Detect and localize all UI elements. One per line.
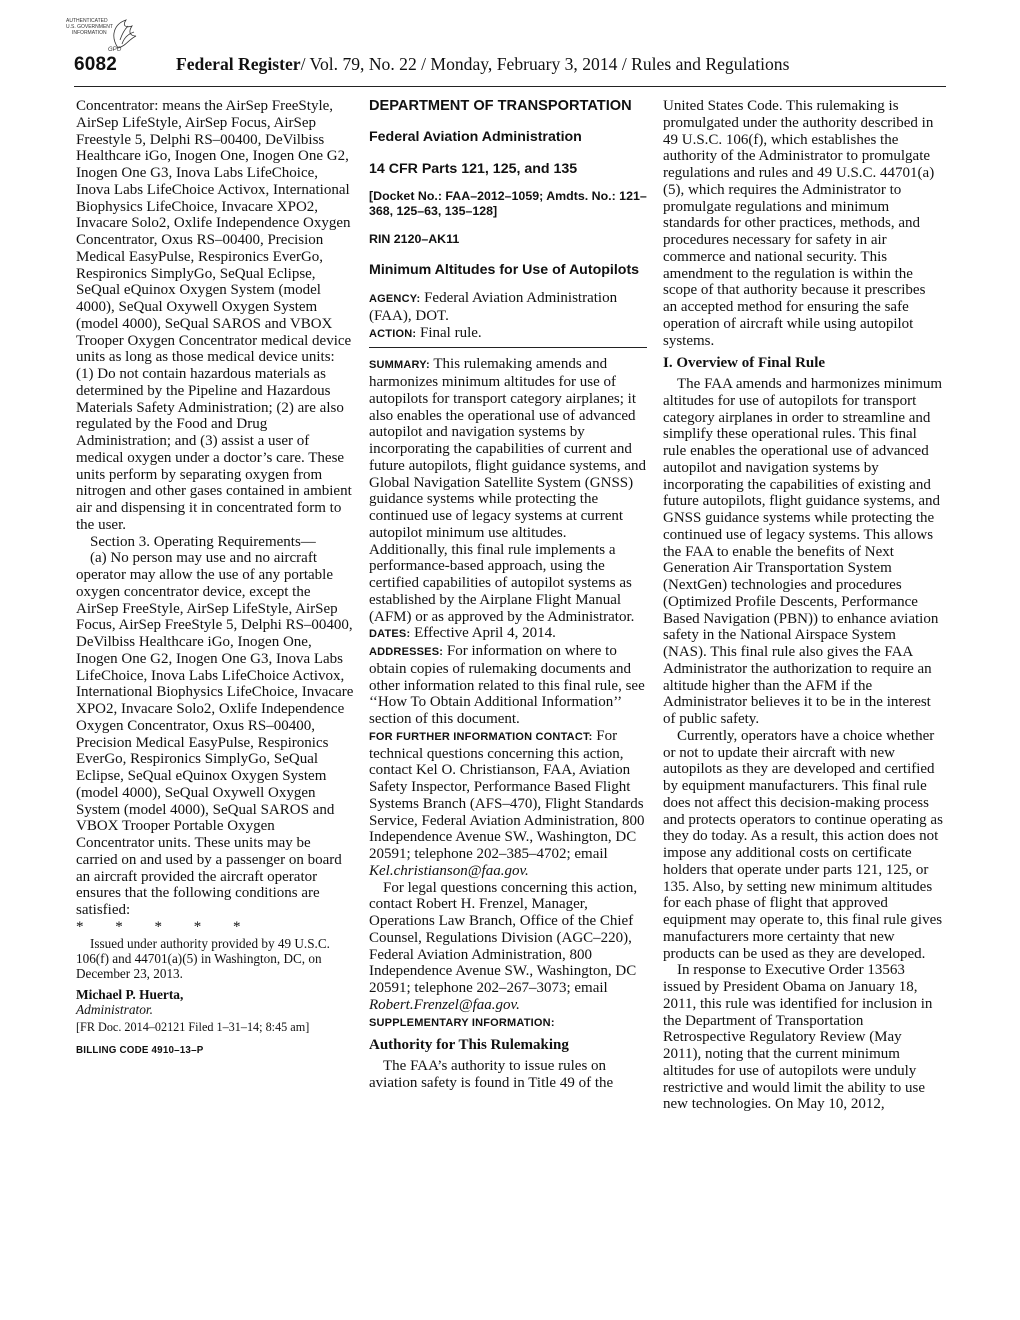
dates-label: DATES:: [369, 628, 411, 641]
column-3: [663, 98, 943, 1113]
legal-email-link[interactable]: Robert.Frenzel@faa.gov.: [369, 996, 520, 1013]
agency-field: [369, 290, 647, 325]
addresses-text: For information on where to obtain copies of rulemaking documents and other information related to this final rule, see ‘‘How To Obtain Additional Information’’ section of this document.: [369, 643, 645, 727]
overview-heading: I. Overview of Final Rule: [663, 355, 826, 372]
running-header: [74, 50, 946, 87]
section-3-heading: Section 3. Operating Requirements—: [90, 533, 316, 550]
contact-text: For technical questions concerning this action, contact Kel O. Christianson, FAA, Aviation Safety Inspector, Performance Based Flight Systems Branch (AFS–470), Flight Standards Service, Federal Aviation Administration, 800 Independence Avenue SW., Washington, DC 20591; telephone 202–385–4702; email: [369, 727, 645, 862]
seal-line-2: U.S. GOVERNMENT: [66, 24, 113, 30]
column-1: [76, 98, 354, 1058]
legal-contact-text: For legal questions concerning this action, contact Robert H. Frenzel, Manager, Operations Law Branch, Office of the Chief Counsel, Regulations Division (AGC–220), Federal Aviation Administration, 800 Independence Avenue SW., Washington, DC 20591; telephone 202–267–3073; email: [369, 879, 638, 996]
seal-line-4: GPO: [108, 47, 122, 53]
gpo-authenticated-seal: [66, 14, 144, 54]
issued-authority: Issued under authority provided by 49 U.S.C. 106(f) and 44701(a)(5) in Washington, DC, on December 23, 2013.: [76, 935, 330, 981]
action-field: [369, 325, 647, 343]
rule-title: Minimum Altitudes for Use of Autopilots: [369, 262, 640, 278]
definition-paragraph: Concentrator: means the AirSep FreeStyle, AirSep LifeStyle, AirSep Focus, AirSep Freestyle 5, Delphi RS–00400, DeVilbiss Healthcare iGo, Inogen One, Inogen One G2, Inogen One G3, Inova Labs LifeChoice, Inova Labs LifeChoice Activox, International Biophysics LifeChoice, Invacare XPO2, Invacare Solo2, Oxlife Independence Oxygen Concentrator, Oxus RS–00400, Precision Medical EasyPulse, Respironics EverGo, Respironics SimplyGo, SeQual Eclipse, SeQual eQuinox Oxygen System (model 4000), SeQual Oxywell Oxygen System (model 4000), SeQual SAROS and VBOX Trooper Oxygen Concentrator medical device units as long as those medical device units: (1) Do not contain hazardous materials as determined by the Pipeline and Hazardous Materials Safety Administration; (2) are also regulated by the Food and Drug Administration; and (3) assist a user of medical oxygen under a doctor’s care. These units perform by separating oxygen from nitrogen and other gases contained in ambient air and dispensing it in concentrated form to the user.: [76, 98, 352, 533]
running-head: [176, 54, 946, 75]
overview-paragraph-3: In response to Executive Order 13563 issued by President Obama on January 18, 2011, this rule was identified for inclusion in the Department of Transportation Retrospective Regulatory Review (May 2011), noting that the current minimum altitudes for use of autopilots were unduly restrictive and would limit the ability to use new technologies. On May 10, 2012,: [663, 962, 933, 1113]
summary-text: This rulemaking amends and harmonizes minimum altitudes for use of autopilots for transport category airplanes; it also enables the operational use of advanced autopilot and navigation systems by incorporating the capabilities of current and future autopilots, flight guidance systems, and Global Navigation Satellite System (GNSS) guidance systems while protecting the continued use of legacy systems at current autopilot minimum use altitudes. Additionally, this final rule implements a performance-based approach, using the certified capabilities of autopilot systems as established by the Airplane Flight Manual (AFM) or as approved by the Administrator.: [369, 356, 647, 625]
overview-paragraph-1: The FAA amends and harmonizes minimum altitudes for use of autopilots for transport category airplanes in order to streamline and simplify these operational rules. This final rule enables the operational use of advanced autopilot and navigation systems by incorporating the capabilities of existing and future autopilots, flight guidance systems, and GNSS guidance systems while protecting the continued use of legacy systems. This allows the FAA to enable the benefits of Next Generation Air Transportation System (NextGen) technologies and procedures (Optimized Profile Descents, Performance Based Navigation (PBN)) to enhance aviation safety in the National Airspace System (NAS). This final rule also gives the FAA Administrator the authorization to require an altitude higher than the AFM if the Administrator believes it to be in the interest of public safety.: [663, 376, 943, 727]
seal-line-1: AUTHENTICATED: [66, 18, 108, 24]
section-divider: [369, 347, 647, 348]
issue-line: / Vol. 79, No. 22 / Monday, February 3, 2014 / Rules and Regulations: [300, 54, 790, 74]
contact-email-link[interactable]: Kel.christianson@faa.gov.: [369, 862, 529, 879]
action-label: ACTION:: [369, 327, 417, 340]
fr-doc-line: [FR Doc. 2014–02121 Filed 1–31–14; 8:45 am]: [76, 1019, 310, 1034]
rin-number: RIN 2120–AK11: [369, 232, 460, 247]
dates-value: Effective April 4, 2014.: [414, 625, 556, 642]
omission-stars: * * * * *: [76, 918, 241, 935]
addresses-field: [369, 643, 647, 728]
contact-label: FOR FURTHER INFORMATION CONTACT:: [369, 730, 593, 743]
operating-requirement-a: (a) No person may use and no aircraft operator may allow the use of any portable oxygen concentrator device, except the AirSep FreeStyle, AirSep LifeStyle, AirSep Focus, AirSep FreeStyle 5, Delphi RS–00400, DeVilbiss Healthcare iGo, Inogen One, Inogen One G2, Inogen One G3, Inova Labs LifeChoice, Inova Labs LifeChoice Activox, International Biophysics LifeChoice, Invacare XPO2, Invacare Solo2, Oxlife Independence Oxygen Concentrator, Oxus RS–00400, Precision Medical EasyPulse, Respironics EverGo, Respironics SimplyGo, SeQual Eclipse, SeQual eQuinox Oxygen System (model 4000), SeQual Oxywell Oxygen System (model 4000), SeQual SAROS and VBOX Trooper Portable Oxygen Concentrator units. These units may be carried on and used by a passenger on board an aircraft provided the aircraft operator ensures that the following conditions are satisfied:: [76, 550, 354, 918]
summary-field: [369, 356, 647, 625]
supplementary-label: SUPPLEMENTARY INFORMATION:: [369, 1016, 555, 1029]
authority-heading: Authority for This Rulemaking: [369, 1037, 569, 1054]
overview-paragraph-2: Currently, operators have a choice whether or not to update their aircraft with new autopilots as they are developed and certified by equipment manufacturers. This final rule does not affect this decision-making process and protects operators to continue operating as they do today. As a result, this action does not impose any additional costs on certificate holders that operate under parts 121, 125, or 135. Also, by setting new minimum altitudes for each phase of flight that approved equipment may operate to, this final rule gives manufacturers more certainty that new products can be used as they are developed.: [663, 727, 943, 962]
agency-label: AGENCY:: [369, 293, 421, 305]
action-value: Final rule.: [419, 324, 482, 341]
addresses-label: ADDRESSES:: [369, 646, 444, 658]
department-heading: DEPARTMENT OF TRANSPORTATION: [369, 98, 632, 114]
agency-value: Federal Aviation Administration (FAA), DOT.: [369, 290, 618, 324]
signature-block: [76, 936, 354, 1058]
signer-title: Administrator.: [76, 1001, 154, 1017]
authority-continued: United States Code. This rulemaking is promulgated under the authority described in 49 U.S.C. 106(f), which establishes the authority of the Administrator to promulgate regulations and rules and 49 U.S.C. 44701(a)(5), which requires the Administrator to promulgate regulations and minimum standards for other practices, methods, and procedures necessary for safety in air commerce and national security. This amendment to the regulation is within the scope of that authority because it prescribes an accepted method for ensuring the safe operation of aircraft while using autopilot systems.: [663, 98, 935, 349]
cfr-parts: 14 CFR Parts 121, 125, and 135: [369, 160, 578, 177]
column-2: [369, 98, 647, 1092]
billing-code: BILLING CODE 4910–13–P: [76, 1044, 204, 1056]
eagle-seal-icon: [66, 14, 144, 54]
dates-field: [369, 625, 647, 643]
contact-field: [369, 728, 647, 880]
docket-number: [Docket No.: FAA–2012–1059; Amdts. No.: 121–368, 125–63, 135–128]: [369, 189, 647, 218]
summary-label: SUMMARY:: [369, 359, 430, 372]
signer-name: Michael P. Huerta,: [76, 986, 184, 1002]
seal-line-3: INFORMATION: [72, 30, 107, 36]
page-number: 6082: [74, 54, 118, 75]
agency-heading: Federal Aviation Administration: [369, 128, 582, 145]
authority-paragraph: The FAA’s authority to issue rules on aviation safety is found in Title 49 of the: [369, 1058, 614, 1091]
legal-contact-paragraph: [369, 880, 647, 1014]
publication-name: Federal Register: [176, 54, 301, 74]
supplementary-field: [369, 1014, 647, 1032]
